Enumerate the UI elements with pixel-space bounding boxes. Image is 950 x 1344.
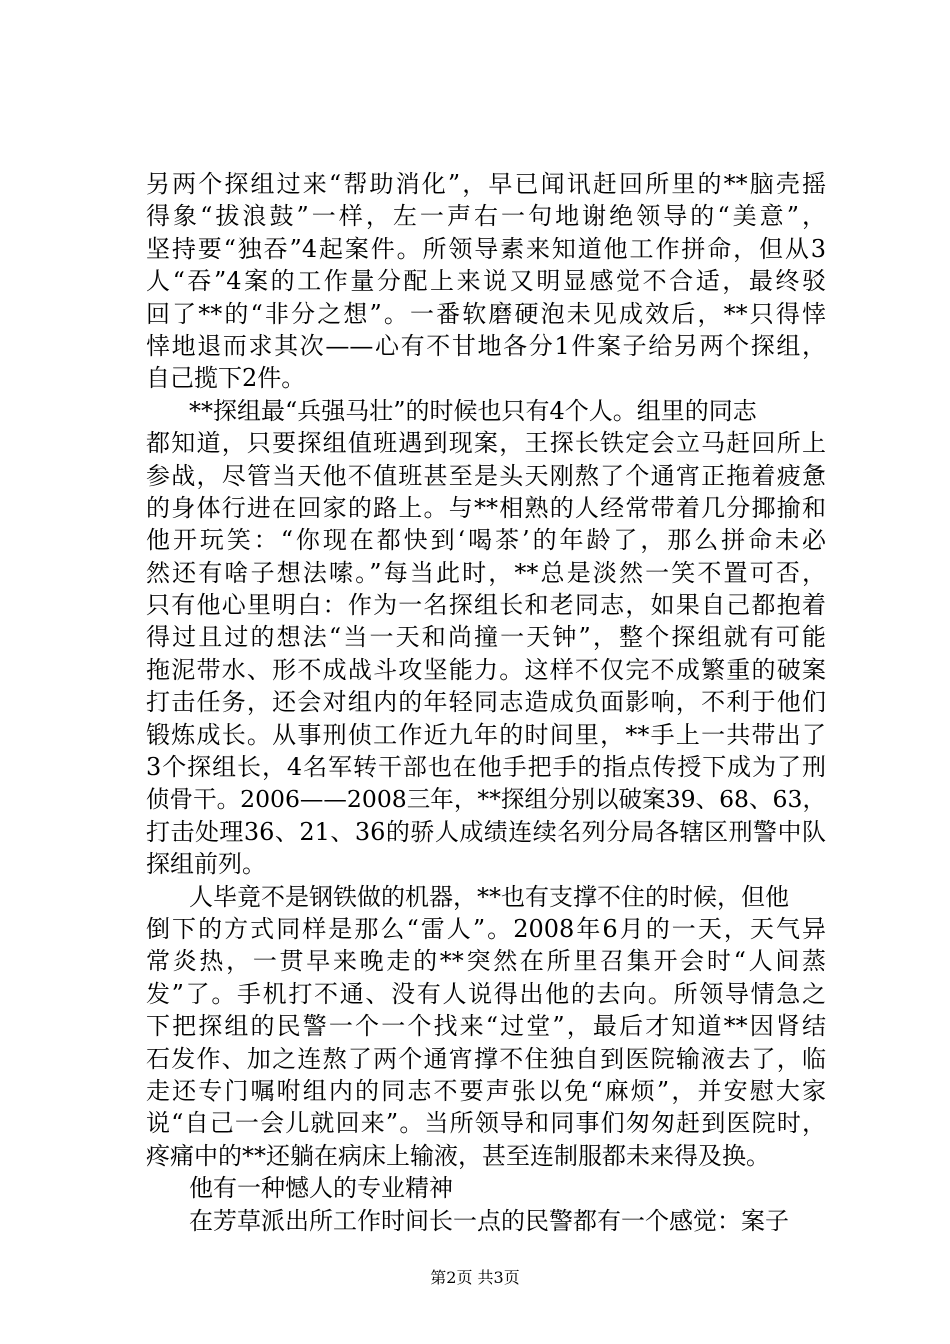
text-line: 打击处理36、21、36的骄人成绩连续名列分局各辖区刑警中队 xyxy=(146,817,826,846)
text-line: 走还专门嘱咐组内的同志不要声张以免“麻烦”，并安慰大家 xyxy=(146,1076,826,1105)
text-line: 锻炼成长。从事刑侦工作近九年的时间里，**手上一共带出了 xyxy=(146,720,826,749)
text-line: 只有他心里明白：作为一名探组长和老同志，如果自己都抱着 xyxy=(146,591,826,620)
text-line: 说“自己一会儿就回来”。当所领导和同事们匆匆赶到医院时， xyxy=(146,1109,826,1138)
text-line: 坚持要“独吞”4起案件。所领导素来知道他工作拼命，但从3 xyxy=(146,234,826,263)
text-line: 自己揽下2件。 xyxy=(146,364,306,393)
text-line: 他有一种憾人的专业精神 xyxy=(189,1174,453,1203)
text-line: 下把探组的民警一个一个找来“过堂”，最后才知道**因肾结 xyxy=(146,1012,826,1041)
text-line: 常炎热，一贯早来晚走的**突然在所里召集开会时“人间蒸 xyxy=(146,947,826,976)
page-footer: 第2页 共3页 xyxy=(430,1268,520,1287)
text-line: 探组前列。 xyxy=(146,850,266,879)
text-line: 参战，尽管当天他不值班甚至是头天刚熬了个通宵正拖着疲惫 xyxy=(146,461,826,490)
text-line: 人“吞”4案的工作量分配上来说又明显感觉不合适，最终驳 xyxy=(146,267,826,296)
text-line: 拖泥带水、形不成战斗攻坚能力。这样不仅完不成繁重的破案 xyxy=(146,655,826,684)
text-line: **探组最“兵强马壮”的时候也只有4个人。组里的同志 xyxy=(189,396,757,425)
text-line: 人毕竟不是钢铁做的机器，**也有支撑不住的时候，但他 xyxy=(189,882,789,911)
text-line: 疼痛中的**还躺在病床上输液，甚至连制服都未来得及换。 xyxy=(146,1141,770,1170)
text-line: 他开玩笑：“你现在都快到‘喝茶’的年龄了，那么拼命未必 xyxy=(146,526,826,555)
text-line: 打击任务，还会对组内的年轻同志造成负面影响，不利于他们 xyxy=(146,688,826,717)
text-line: 的身体行进在回家的路上。与**相熟的人经常带着几分揶揄和 xyxy=(146,493,826,522)
text-line: 都知道，只要探组值班遇到现案，王探长铁定会立马赶回所上 xyxy=(146,429,826,458)
text-line: 得过且过的想法“当一天和尚撞一天钟”，整个探组就有可能 xyxy=(146,623,826,652)
text-line: 另两个探组过来“帮助消化”，早已闻讯赶回所里的**脑壳摇 xyxy=(146,170,826,198)
text-line: 侦骨干。2006——2008三年，**探组分别以破案39、68、63， xyxy=(146,785,826,814)
body-text xyxy=(146,168,826,1237)
text-line: 石发作、加之连熬了两个通宵撑不住独自到医院输液去了，临 xyxy=(146,1044,826,1073)
text-line: 倒下的方式同样是那么“雷人”。2008年6月的一天，天气异 xyxy=(146,914,826,943)
text-line: 3个探组长，4名军转干部也在他手把手的指点传授下成为了刑 xyxy=(146,753,826,782)
text-line: 然还有啥子想法嗦。”每当此时，**总是淡然一笑不置可否， xyxy=(146,558,826,587)
text-line: 回了**的“非分之想”。一番软磨硬泡未见成效后，**只得悻 xyxy=(146,299,826,328)
text-line: 在芳草派出所工作时间长一点的民警都有一个感觉：案子 xyxy=(189,1206,789,1235)
text-line: 发”了。手机打不通、没有人说得出他的去向。所领导情急之 xyxy=(146,979,826,1008)
text-line: 得象“拔浪鼓”一样，左一声右一句地谢绝领导的“美意”， xyxy=(146,202,826,231)
text-line: 悻地退而求其次——心有不甘地各分1件案子给另两个探组， xyxy=(146,331,826,360)
